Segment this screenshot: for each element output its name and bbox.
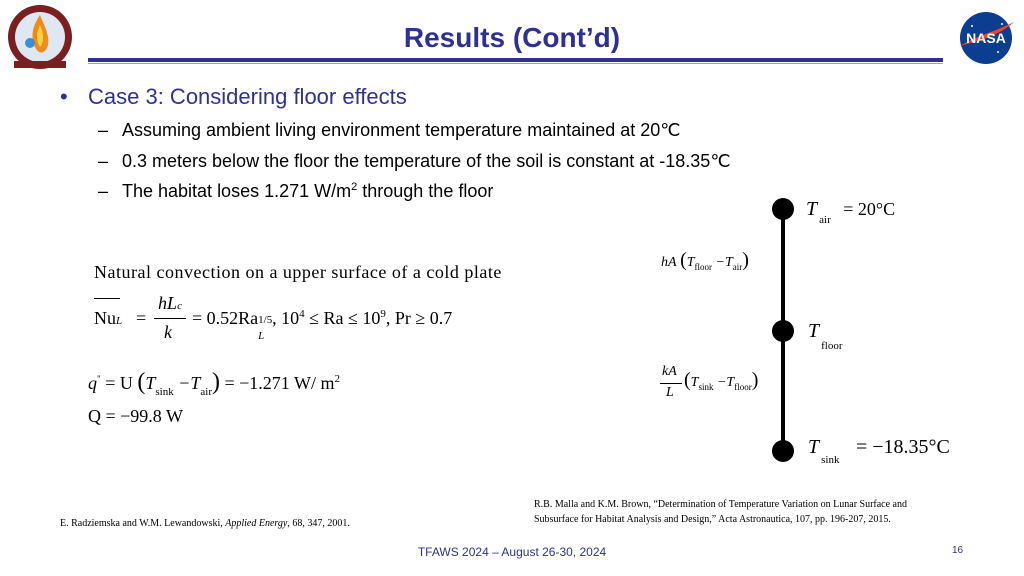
heat-flux-equation: q" = U $(T_{sink} -T_{air}) = -1.271$ W/ $m^2$ — [88, 369, 340, 398]
superscript: 2 — [351, 181, 358, 193]
svg-text:NASA: NASA — [966, 30, 1006, 46]
sub-bullet-soil-text: 0.3 meters below the floor the temperature of the soil is constant at -18.35℃ — [122, 151, 731, 171]
label-t-sink: $T_{sink} = -18.35^\circ C$ — [808, 436, 950, 466]
bullet-case3-text: Case 3: Considering floor effects — [88, 84, 407, 109]
sub-bullet-ambient-text: Assuming ambient living environment temperature maintained at 20℃ — [122, 120, 681, 140]
nusselt-rhs: = 0.52Ra 1/5 L , $10^4 \le Ra \le 10^9$, Pr ≥ 0.7 — [192, 308, 453, 342]
sub-bullet-soil — [98, 151, 731, 172]
equals-sign: = — [136, 308, 147, 328]
footer-text: TFAWS 2024 – August 26-30, 2024 — [417, 545, 607, 559]
label-t-floor: $T_{floor}$ — [808, 320, 843, 352]
dash-marker: – — [98, 120, 109, 140]
title-divider-thin — [88, 63, 943, 64]
node-sink — [772, 440, 794, 462]
nu-symbol: NuL — [94, 308, 123, 328]
frac-denominator: k — [164, 322, 172, 342]
fraction-bar — [154, 318, 186, 319]
convection-resistance: hA $(T_{floor} -T_{air})$ — [661, 249, 749, 272]
conduction-resistance: kA L $(T_{sink} -T_{floor})$ — [662, 364, 759, 400]
dash-marker: – — [98, 181, 109, 201]
nu-overbar — [94, 298, 120, 299]
fraction-bar — [660, 383, 682, 384]
sub-bullet-loss — [98, 181, 493, 202]
total-heat-equation: Q = −99.8 W — [88, 406, 183, 426]
node-floor — [772, 320, 794, 342]
sub-bullet-loss-text: The habitat loses 1.271 W/m — [122, 181, 352, 201]
node-air — [772, 198, 794, 220]
reference-radziemska: E. Radziemska and W.M. Lewandowski, Applied Energy, 68, 347, 2001. — [60, 518, 350, 529]
title-divider — [88, 58, 943, 62]
page-number: 16 — [952, 545, 964, 556]
dash-marker: – — [98, 151, 109, 171]
nasa-logo — [954, 10, 1018, 66]
tfaws-logo-label — [0, 0, 21, 1]
page-title: Results (Cont’d) — [403, 22, 621, 53]
bullet-dot: • — [60, 84, 68, 109]
convection-heading: Natural convection on a upper surface of a cold plate — [94, 262, 502, 282]
bullet-case3 — [60, 84, 407, 110]
frac-numerator: hLc — [158, 293, 182, 313]
sub-bullet-loss-text-end: through the floor — [357, 181, 494, 201]
label-t-air: T $_{air}$ = 20°C — [806, 198, 896, 226]
sub-bullet-ambient — [98, 120, 681, 141]
reference-malla: R.B. Malla and K.M. Brown, “Determination of Temperature Variation on Lunar Surface and Subsurface for Habitat Analysis and Design,” Acta Astronautica, 107, pp. 196-207, 2015. — [534, 499, 907, 525]
